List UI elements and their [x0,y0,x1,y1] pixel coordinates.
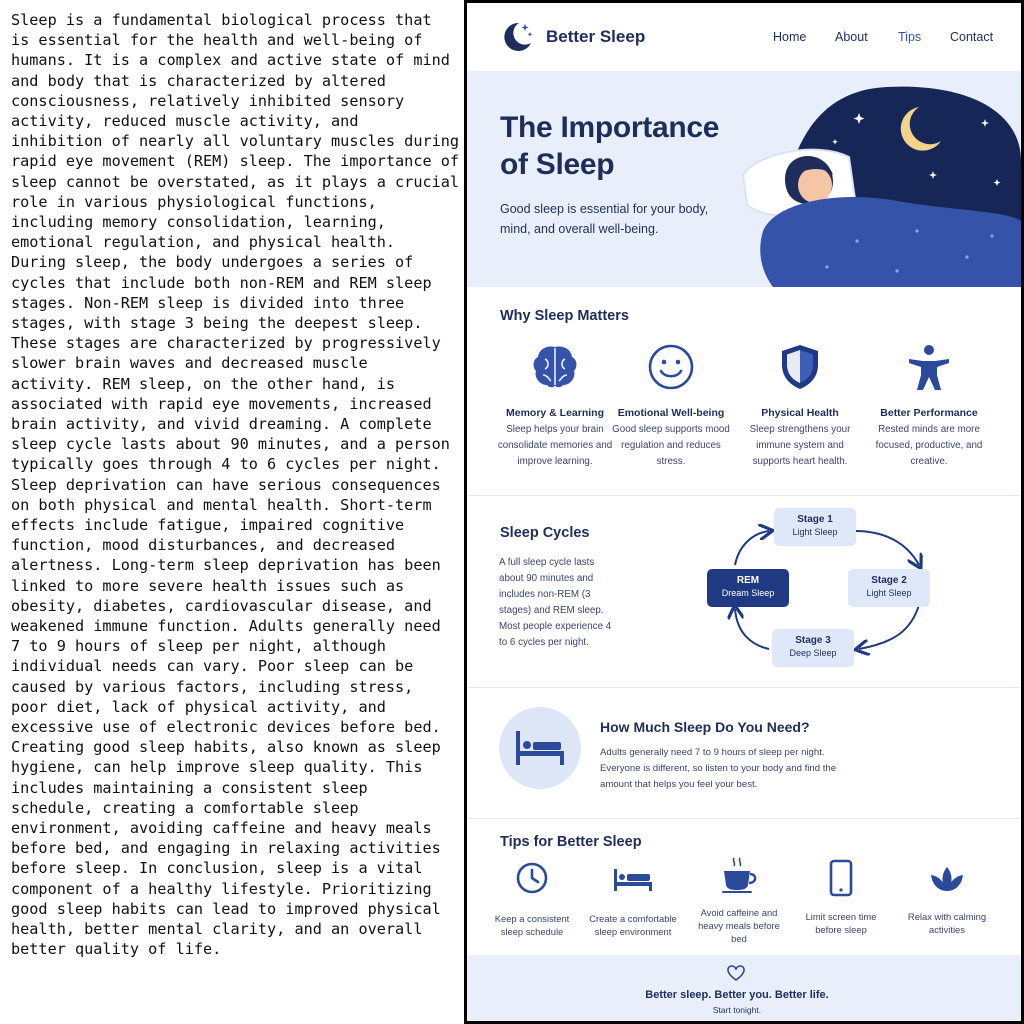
stage-name: REM [736,575,760,586]
bed-icon [514,729,566,767]
document-line: humans. It is a complex and active state of mind [11,51,450,70]
feature-desc: Sleep helps your brain consolidate memories and improve learning. [497,424,613,467]
document-line: activity. REM sleep, on the other hand, is [11,374,396,393]
document-line: linked to more severe health issues such as [11,576,405,595]
webpage-pane [467,3,1021,1021]
nav-link-contact[interactable]: Contact [950,30,994,44]
tip-environment [585,861,681,938]
arrow-rem-to-stage1 [735,531,769,565]
document-line: hygiene, can help improve sleep quality. This [11,758,423,777]
person-icon [903,341,955,393]
document-line: rapid eye movement (REM) sleep. The importance of [11,152,460,171]
brain-icon [529,341,581,393]
document-line: before sleep. In conclusion, sleep is a vital [11,859,423,878]
document-line: Sleep is a fundamental biological process that [11,11,432,29]
document-line: brain activity, and vivid dreaming. A complete [11,415,432,433]
hero-section [467,71,1021,287]
document-line: stages. Non-REM sleep is divided into three [11,293,405,312]
feature-title: Physical Health [761,407,839,419]
document-line: before bed, and engaging in relaxing activities [11,839,441,858]
arrow-stage3-to-rem [735,609,769,649]
heart-icon [727,965,745,981]
document-line: consciousness, relatively inhibited sensory [11,91,405,110]
document-line: environment, avoiding caffeine and heavy meals [11,819,432,837]
stage-sub: Dream Sleep [721,588,775,598]
feature-title: Memory & Learning [505,407,605,419]
document-line: sleep cycle lasts about 90 minutes, and a person [11,435,450,454]
why-sleep-title: Why Sleep Matters [500,308,629,324]
hero-title-line-1: The Importance [500,111,720,144]
document-line: sleep cannot be overstated, as it plays a crucial [11,172,460,191]
tip-desc: Avoid caffeine and heavy meals before bed [698,907,780,944]
document-line: on both physical and mental health. Short-term [11,495,432,514]
document-line: role in various physiological functions, [11,192,377,211]
stage-2-box[interactable] [848,569,930,607]
arrow-stage1-to-stage2 [855,531,919,565]
document-line: alertness. Long-term sleep deprivation has been [11,556,441,575]
document-line: stages, with stage 3 being the deepest sleep. [11,314,423,332]
stage-1-box[interactable] [774,508,856,546]
rem-stage-box[interactable] [707,569,789,607]
sleeping-woman-illustration [737,71,1021,287]
document-line: better quality of life. [11,940,222,959]
feature-memory [495,341,615,470]
arrow-stage2-to-stage3 [859,605,919,649]
tip-relax [899,865,995,936]
document-line: inhibition of nearly all voluntary muscles during [11,132,460,151]
sleep-need-description: Adults generally need 7 to 9 hours of sleep per night. Everyone is different, so listen to your body and find the amount that helps you feel your best. [600,747,837,790]
shield-icon [774,341,826,393]
tip-desc: Keep a consistent sleep schedule [494,913,570,937]
stage-3-box[interactable] [772,629,854,667]
document-line: associated with rapid eye movements, increased [11,394,432,413]
document-line: function, mood disturbances, and decreased [11,536,396,555]
document-line: includes maintaining a consistent sleep [11,778,368,797]
feature-performance [869,341,989,470]
tip-caffeine [691,855,787,945]
document-line: Creating good sleep habits, also known as sleep [11,738,441,757]
moon-logo-icon[interactable] [499,19,535,55]
document-line: These stages are characterized by progressively [11,334,441,353]
bed-icon-circle [499,707,581,789]
hero-title [500,109,760,183]
document-line: effects include fatigue, impaired cognitive [11,516,405,534]
document-line: is essential for the health and well-being of [11,31,423,50]
document-line: and body that is characterized by altered [11,71,386,90]
nav-link-home[interactable]: Home [773,30,807,44]
footer-tagline: Better sleep. Better you. Better life. [645,989,829,1001]
clock-icon [515,861,549,895]
document-line: excessive use of electronic devices before bed. [11,718,441,736]
nav-link-about[interactable]: About [835,30,868,44]
feature-emotional [611,341,731,470]
feature-desc: Good sleep supports mood regulation and reduces stress. [612,424,730,467]
stage-name: Stage 2 [871,575,907,586]
document-line: cycles that include both non-REM and REM sleep [11,273,432,292]
document-line: emotional regulation, and physical health. [11,233,396,252]
text-document-pane [0,0,466,1024]
bed-icon [612,861,654,895]
site-header [467,3,1021,71]
feature-desc: Sleep strengthens your immune system and supports heart health. [749,424,851,467]
feature-physical [740,341,860,470]
document-line: individual needs can vary. Poor sleep can be [11,657,414,676]
document-line: caused by various factors, including stress, [11,677,414,696]
tip-desc: Limit screen time before sleep [805,911,877,935]
document-line: weakened immune function. Adults generally need [11,617,441,635]
stage-sub: Light Sleep [866,588,912,598]
document-line: Sleep deprivation can have serious consequences [11,475,441,494]
document-line: activity, reduced muscle activity, and [11,112,359,130]
hero-title-line-2: of Sleep [500,148,615,181]
section-divider [467,687,1021,688]
tip-screen-time [793,859,889,936]
tip-schedule [484,861,580,938]
smiley-icon [645,341,697,393]
hero-subtitle: Good sleep is essential for your body, mind, and overall well-being. [500,202,709,236]
document-line: poor diet, lack of physical activity, and [11,697,386,716]
document-line: health, better mental clarity, and an overall [11,920,423,938]
feature-desc: Rested minds are more focused, productive, and creative. [875,424,983,467]
stage-sub: Deep Sleep [789,648,837,658]
section-divider [467,818,1021,819]
cycles-description: A full sleep cycle lasts about 90 minutes and includes non-REM (3 stages) and REM sleep. Most people experience 4 to 6 cycles per night. [499,557,612,648]
stage-sub: Light Sleep [792,527,838,537]
stage-name: Stage 1 [797,514,833,525]
nav-link-tips[interactable]: Tips [898,30,922,44]
tips-title: Tips for Better Sleep [500,834,642,850]
phone-icon [828,859,854,897]
document-line: including memory consolidation, learning, [11,213,386,231]
document-line: component of a healthy lifestyle. Prioritizing [11,879,432,898]
cycles-title: Sleep Cycles [500,525,590,541]
stage-name: Stage 3 [795,635,831,646]
document-line: schedule, creating a comfortable sleep [11,798,359,817]
brand-name[interactable]: Better Sleep [546,27,646,46]
sleep-need-title: How Much Sleep Do You Need? [600,719,810,735]
document-line: good sleep habits can lead to improved physical [11,899,441,918]
footer-subtext: Start tonight. [712,1005,762,1015]
tip-desc: Relax with calming activities [907,911,987,935]
document-line: slower brain waves and decreased muscle [11,354,368,373]
feature-title: Better Performance [880,407,978,419]
feature-title: Emotional Well-being [617,407,725,419]
tip-desc: Create a comfortable sleep environment [589,913,677,937]
document-line: 7 to 9 hours of sleep per night, although [11,637,386,656]
lotus-icon [927,865,967,895]
section-divider [467,495,1021,496]
document-line: typically goes through 4 to 6 cycles per night. [11,455,441,474]
document-line: During sleep, the body undergoes a series of [11,253,414,272]
document-line: obesity, diabetes, cardiovascular disease, and [11,596,432,615]
coffee-cup-icon [719,855,759,895]
